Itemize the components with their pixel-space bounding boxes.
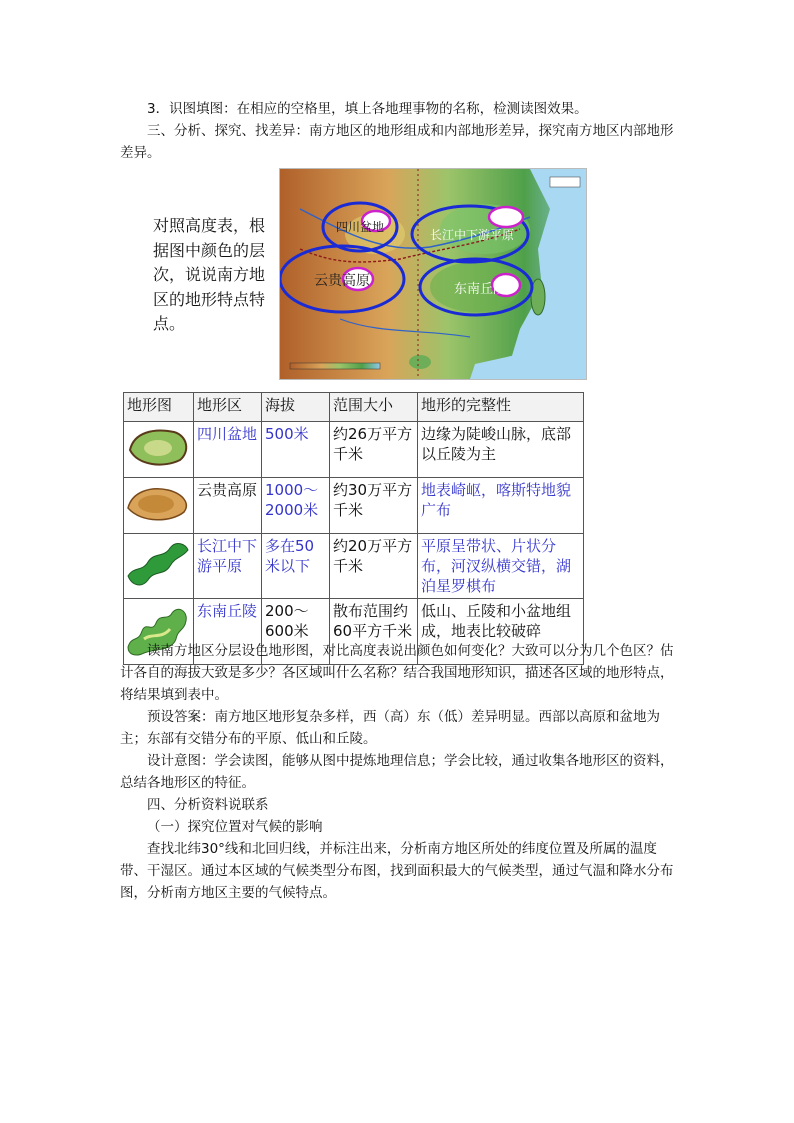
sichuan-basin-icon <box>124 422 194 478</box>
altitude-cell: 500米 <box>262 422 330 478</box>
terrain-table <box>123 392 583 665</box>
header-region: 地形区 <box>194 393 262 422</box>
region-cell: 东南丘陵 <box>194 599 262 665</box>
header-terrain-map: 地形图 <box>124 393 194 422</box>
terrain-figure <box>123 168 585 378</box>
feature-cell: 低山、丘陵和小盆地组成，地表比较破碎 <box>418 599 584 665</box>
table-row <box>124 422 584 478</box>
subsection-heading: （一）探究位置对气候的影响 <box>147 819 323 835</box>
section-heading-3: 三、分析、探究、找差异：南方地区的地形组成和内部地形差异，探究南方地区内部地形差异。 <box>120 123 674 161</box>
table-header-row <box>124 393 584 422</box>
size-cell: 约26万平方千米 <box>330 422 418 478</box>
table-row <box>124 534 584 599</box>
altitude-cell: 200～600米 <box>262 599 330 665</box>
altitude-cell: 1000～2000米 <box>262 478 330 534</box>
yangtze-plain-icon <box>124 534 194 599</box>
feature-cell: 边缘为陡峻山脉，底部以丘陵为主 <box>418 422 584 478</box>
header-altitude: 海拔 <box>262 393 330 422</box>
map-label-changjiang: 长江中下游平原 <box>429 228 515 242</box>
region-cell: 长江中下游平原 <box>194 534 262 599</box>
map-label-sichuan: 四川盆地 <box>335 220 385 234</box>
region-cell: 四川盆地 <box>194 422 262 478</box>
preset-answer-paragraph: 预设答案：南方地区地形复杂多样，西（高）东（低）差异明显。西部以高原和盆地为主；东部有交错分布的平原、低山和丘陵。 <box>120 709 660 747</box>
region-cell: 云贵高原 <box>194 478 262 534</box>
size-cell: 约20万平方千米 <box>330 534 418 599</box>
table-row <box>124 478 584 534</box>
terrain-map <box>279 168 587 380</box>
section-heading-4: 四、分析资料说联系 <box>147 797 269 813</box>
climate-paragraph: 查找北纬30°线和北回归线，并标注出来，分析南方地区所处的纬度位置及所属的温度带、干湿区。通过本区域的气候类型分布图，找到面积最大的气候类型，通过气温和降水分布图，分析南方地区主要的气候特点。 <box>120 841 674 901</box>
figure-caption: 对照高度表，根据图中颜色的层次，说说南方地区的地形特点特点。 <box>153 216 266 333</box>
feature-cell: 地表崎岖，喀斯特地貌广布 <box>418 478 584 534</box>
instruction-line: 3．识图填图：在相应的空格里，填上各地理事物的名称，检测读图效果。 <box>147 101 588 117</box>
altitude-cell: 多在50米以下 <box>262 534 330 599</box>
size-cell: 约30万平方千米 <box>330 478 418 534</box>
size-cell: 散布范围约60平方千米 <box>330 599 418 665</box>
body-paragraph: 读南方地区分层设色地形图，对比高度表说出颜色如何变化？大致可以分为几个色区？估计各自的海拔大致是多少？各区域叫什么名称？结合我国地形知识，描述各区域的地形特点，将结果填到表中。 <box>120 643 674 703</box>
design-intent-paragraph: 设计意图：学会读图，能够从图中提炼地理信息；学会比较，通过收集各地形区的资料，总结各地形区的特征。 <box>120 753 674 791</box>
header-feature: 地形的完整性 <box>418 393 584 422</box>
map-label-yungui: 云贵高原 <box>314 273 370 289</box>
feature-cell: 平原呈带状、片状分布，河汊纵横交错，湖泊星罗棋布 <box>418 534 584 599</box>
header-size: 范围大小 <box>330 393 418 422</box>
map-label-southeast: 东南丘陵 <box>453 282 507 297</box>
yungui-plateau-icon <box>124 478 194 534</box>
